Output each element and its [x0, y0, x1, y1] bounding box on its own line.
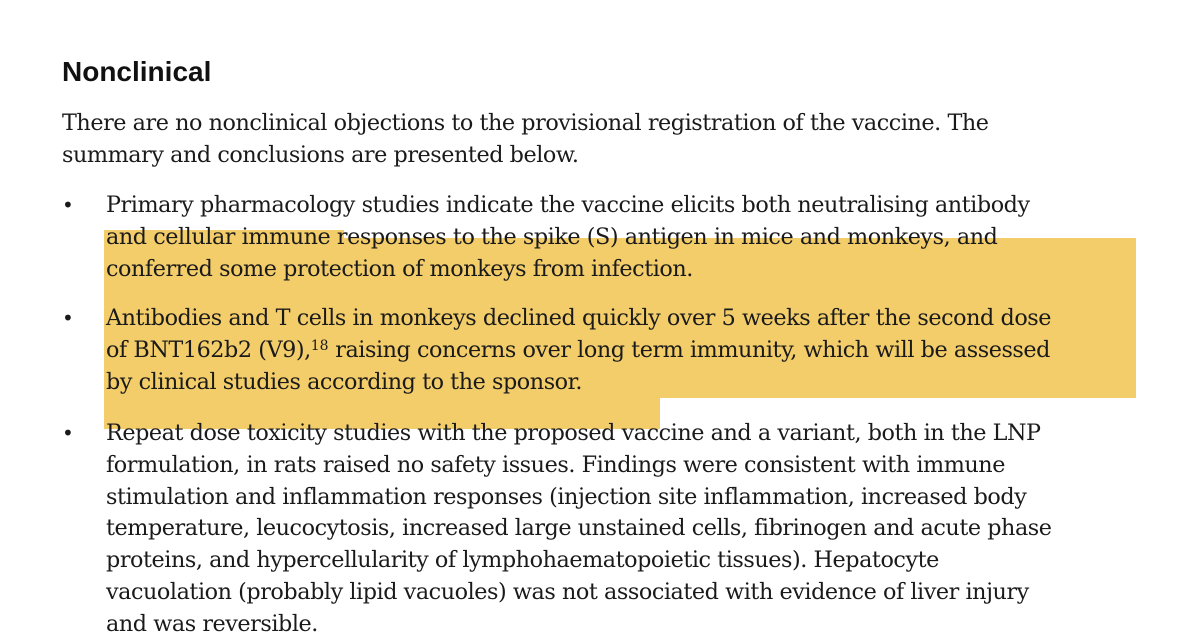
- text-line: summary and conclusions are presented below.: [62, 141, 579, 168]
- section-heading: Nonclinical: [62, 56, 212, 87]
- bullet-text: [106, 190, 1030, 285]
- bullet-marker: •: [62, 421, 74, 445]
- text-line: formulation, in rats raised no safety issues. Findings were consistent with immune: [106, 451, 1005, 478]
- footnote-reference: 18: [310, 337, 329, 354]
- bullet-marker: •: [62, 193, 74, 217]
- text-line: Primary pharmacology studies indicate the vaccine elicits both neutralising antibody: [106, 192, 1030, 218]
- text-line: Antibodies and T cells in monkeys declined quickly over 5 weeks after the second dose: [106, 305, 1052, 331]
- text-segment: raising concerns over long term immunity, which will be assessed: [328, 336, 1050, 363]
- text-line: and cellular immune responses to the spike (S) antigen in mice and monkeys, and: [106, 223, 998, 250]
- text-line: vacuolation (probably lipid vacuoles) was not associated with evidence of liver injury: [106, 578, 1029, 605]
- text-line: stimulation and inflammation responses (injection site inflammation, increased body: [106, 483, 1027, 510]
- intro-paragraph: [62, 108, 989, 172]
- bullet-marker: •: [62, 306, 74, 330]
- bullet-text: [106, 303, 1051, 398]
- text-line: [106, 335, 1051, 367]
- text-line: temperature, leucocytosis, increased large unstained cells, fibrinogen and acute phase: [106, 515, 1052, 542]
- text-line: and was reversible.: [106, 610, 318, 637]
- text-line: There are no nonclinical objections to the provisional registration of the vaccine. The: [62, 110, 989, 136]
- text-line: proteins, and hypercellularity of lymphohaematopoietic tissues). Hepatocyte: [106, 547, 939, 574]
- text-line: by clinical studies according to the sponsor.: [106, 368, 583, 395]
- text-line: conferred some protection of monkeys from infection.: [106, 255, 693, 282]
- text-segment: of BNT162b2 (V9),: [106, 336, 311, 363]
- bullet-text: [106, 418, 1052, 641]
- text-line: Repeat dose toxicity studies with the proposed vaccine and a variant, both in the LNP: [106, 420, 1041, 446]
